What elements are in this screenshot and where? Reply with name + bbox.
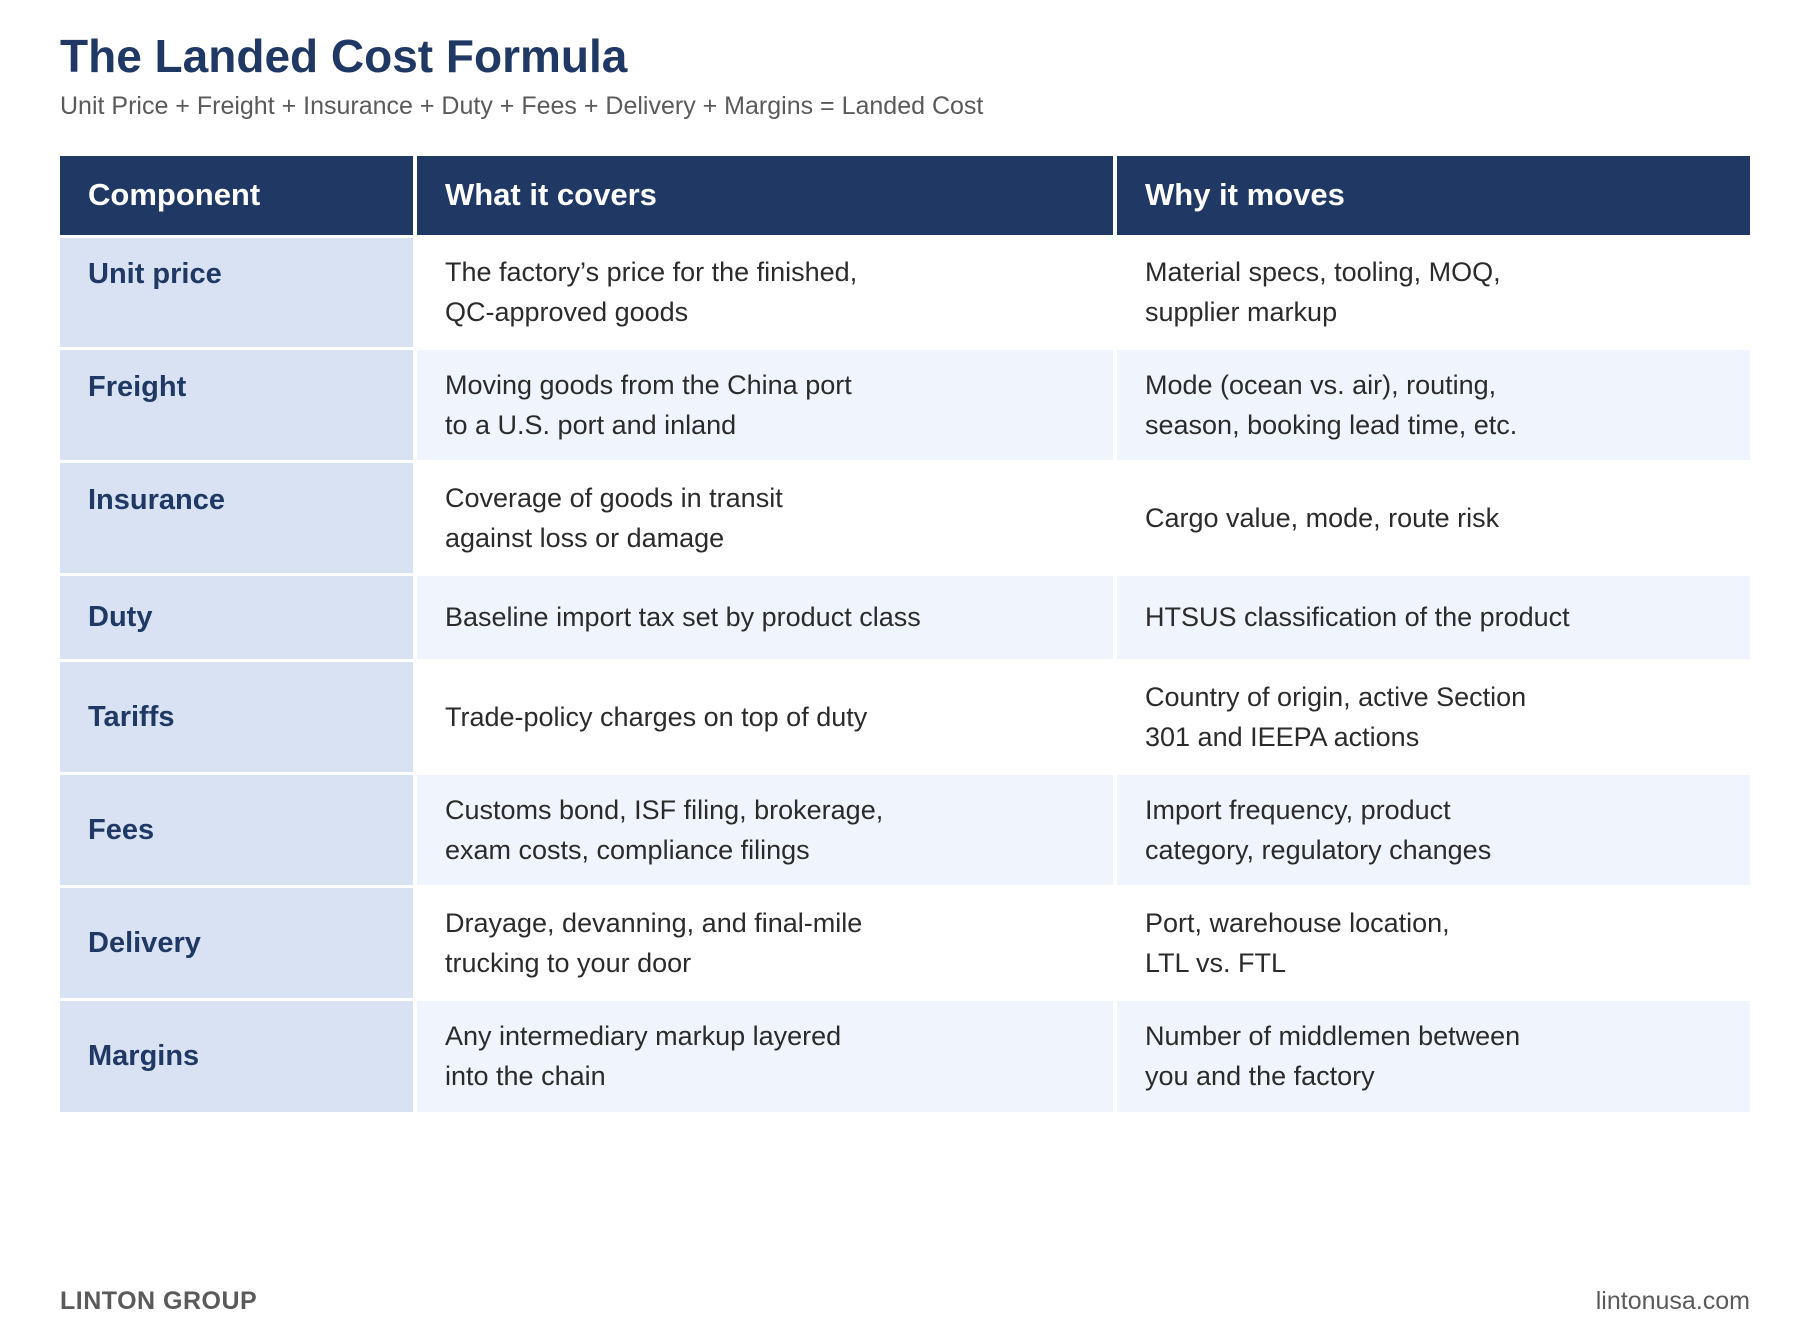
component-label: Duty: [88, 601, 153, 633]
moves-text: Number of middlemen between you and the factory: [1145, 1021, 1521, 1092]
moves-cell: [1115, 886, 1750, 999]
moves-cell: [1115, 773, 1750, 886]
moves-cell: [1115, 236, 1750, 348]
covers-text: The factory’s price for the finished, QC-approved goods: [445, 257, 858, 327]
header-component: Component: [60, 156, 415, 236]
table-row: [60, 773, 1750, 886]
component-label: Unit price: [88, 258, 222, 290]
moves-text: Mode (ocean vs. air), routing, season, booking lead time, etc.: [1145, 369, 1518, 440]
moves-cell: [1115, 348, 1750, 461]
header-what-it-covers: What it covers: [415, 156, 1115, 236]
moves-text: HTSUS classification of the product: [1145, 602, 1570, 632]
covers-cell: [415, 236, 1115, 348]
footer-website: lintonusa.com: [1595, 1287, 1750, 1315]
covers-cell: [415, 660, 1115, 773]
covers-text: Coverage of goods in transit against loss or damage: [445, 482, 783, 553]
covers-cell: [415, 348, 1115, 461]
covers-cell: [415, 999, 1115, 1112]
page-subtitle: Unit Price + Freight + Insurance + Duty + Fees + Delivery + Margins = Landed Cost: [60, 92, 984, 120]
covers-cell: [415, 574, 1115, 660]
table-row: [60, 348, 1750, 461]
component-cell: [60, 660, 415, 773]
table-row: [60, 660, 1750, 773]
moves-text: Country of origin, active Section 301 and IEEPA actions: [1145, 681, 1527, 752]
covers-text: Trade-policy charges on top of duty: [445, 701, 868, 732]
component-cell: [60, 236, 415, 348]
covers-text: Drayage, devanning, and final-mile trucking to your door: [445, 907, 863, 978]
component-label: Margins: [88, 1040, 200, 1073]
covers-cell: [415, 773, 1115, 886]
component-cell: [60, 999, 415, 1112]
moves-cell: [1115, 660, 1750, 773]
covers-text: Baseline import tax set by product class: [445, 602, 921, 632]
covers-text: Moving goods from the China port to a U.S. port and inland: [445, 369, 852, 440]
covers-text: Any intermediary markup layered into the chain: [445, 1021, 842, 1092]
component-label: Tariffs: [88, 700, 175, 733]
footer-brand: LINTON GROUP: [60, 1287, 258, 1315]
covers-text: Customs bond, ISF filing, brokerage, exam costs, compliance filings: [445, 794, 884, 865]
covers-cell: [415, 461, 1115, 574]
moves-cell: [1115, 574, 1750, 660]
moves-text: Port, warehouse location, LTL vs. FTL: [1145, 907, 1450, 978]
header-why-it-moves: Why it moves: [1115, 156, 1750, 236]
moves-text: Cargo value, mode, route risk: [1145, 502, 1500, 533]
moves-text: Material specs, tooling, MOQ, supplier markup: [1145, 257, 1501, 327]
table-row: [60, 999, 1750, 1112]
component-cell: [60, 461, 415, 574]
component-label: Delivery: [88, 926, 201, 959]
table-header-row: [60, 156, 1750, 236]
covers-cell: [415, 886, 1115, 999]
component-cell: [60, 574, 415, 660]
moves-cell: [1115, 999, 1750, 1112]
table-row: [60, 461, 1750, 574]
table-row: [60, 886, 1750, 999]
component-label: Insurance: [88, 483, 225, 516]
component-label: Fees: [88, 813, 155, 846]
landed-cost-table: [60, 156, 1750, 1112]
component-cell: [60, 773, 415, 886]
component-cell: [60, 348, 415, 461]
page-title: The Landed Cost Formula: [60, 30, 628, 82]
moves-cell: [1115, 461, 1750, 574]
component-label: Freight: [88, 370, 187, 403]
table-row: [60, 574, 1750, 660]
component-cell: [60, 886, 415, 999]
moves-text: Import frequency, product category, regulatory changes: [1145, 794, 1492, 865]
table-row: [60, 236, 1750, 348]
